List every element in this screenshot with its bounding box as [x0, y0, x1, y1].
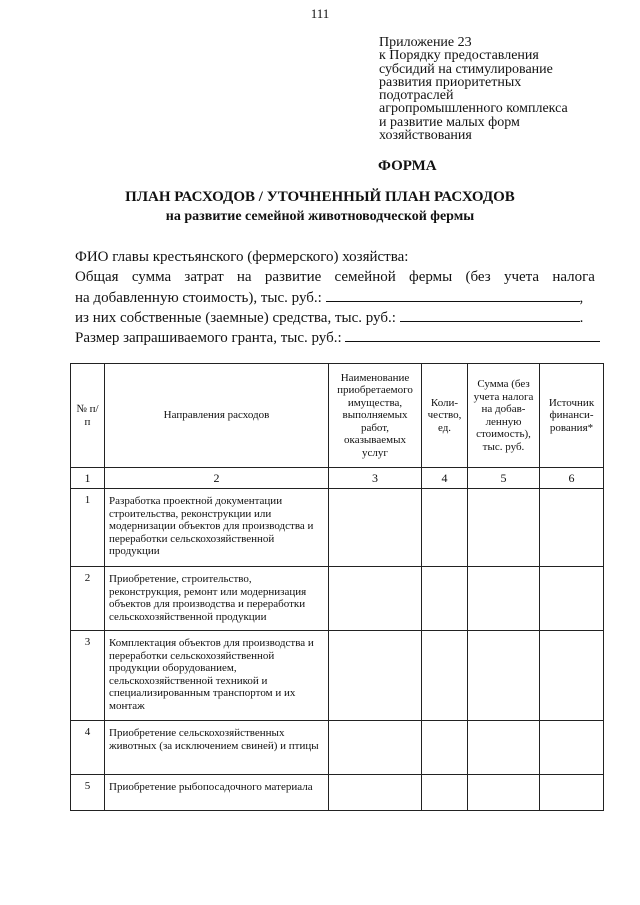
- total-costs-blank[interactable]: [326, 287, 580, 302]
- appendix-line: к Порядку предоставления: [379, 48, 539, 64]
- column-numbers-row: [71, 468, 604, 489]
- grant-amount-label: Размер запрашиваемого гранта, тыс. руб.:: [75, 330, 342, 346]
- quantity-cell[interactable]: [422, 775, 468, 811]
- document-title: ПЛАН РАСХОДОВ / УТОЧНЕННЫЙ ПЛАН РАСХОДОВ: [125, 189, 515, 205]
- amount-cell[interactable]: [468, 489, 540, 567]
- total-costs-field: [75, 267, 595, 287]
- funding-source-cell[interactable]: [540, 775, 604, 811]
- word: на: [236, 269, 252, 285]
- appendix-line: агропромышленного комплекса: [379, 101, 568, 117]
- header-number: № п/п: [71, 364, 105, 468]
- own-funds-field: [75, 307, 583, 328]
- total-costs-line-1: [75, 267, 595, 287]
- page-number: 111: [310, 6, 330, 21]
- funding-source-cell[interactable]: [540, 721, 604, 775]
- word: семейной: [334, 269, 396, 285]
- appendix-reference: [379, 36, 629, 142]
- row-direction: Приобретение рыбопосадочного материала: [105, 775, 329, 811]
- appendix-line: и развитие малых форм: [379, 114, 520, 130]
- word: фермы: [409, 269, 453, 285]
- word: (без: [465, 269, 491, 285]
- table-row: [71, 567, 604, 631]
- amount-cell[interactable]: [468, 775, 540, 811]
- own-funds-label: из них собственные (заемные) средства, тыс. руб.:: [75, 310, 396, 326]
- quantity-cell[interactable]: [422, 631, 468, 721]
- form-label: ФОРМА: [378, 158, 437, 174]
- column-number: 5: [468, 468, 540, 489]
- table-row: [71, 721, 604, 775]
- column-number: 3: [329, 468, 422, 489]
- column-number: 1: [71, 468, 105, 489]
- grant-amount-blank[interactable]: [345, 327, 600, 342]
- grant-amount-field: [75, 327, 600, 348]
- item-name-cell[interactable]: [329, 489, 422, 567]
- table-header-row: [71, 364, 604, 468]
- appendix-line: Приложение 23: [379, 35, 472, 50]
- word: учета: [503, 269, 540, 285]
- quantity-cell[interactable]: [422, 721, 468, 775]
- appendix-line: хозяйствования: [379, 128, 472, 144]
- row-direction: Комплектация объектов для производства и переработки сельскохозяйственной продукции оборудованием, сельскохозяйственной техникой и специализированным транспортом и их монтаж: [105, 631, 329, 721]
- item-name-cell[interactable]: [329, 721, 422, 775]
- head-name-field: [75, 247, 408, 267]
- header-funding-source: Источник финанси- рования*: [540, 364, 604, 468]
- word: сумма: [131, 269, 172, 285]
- total-costs-end: ,: [579, 290, 584, 306]
- amount-cell[interactable]: [468, 631, 540, 721]
- total-costs-label: на добавленную стоимость), тыс. руб.:: [75, 290, 322, 306]
- table-row: [71, 489, 604, 567]
- table-row: [71, 775, 604, 811]
- table-row: [71, 631, 604, 721]
- row-number: 4: [71, 721, 105, 775]
- quantity-cell[interactable]: [422, 567, 468, 631]
- word: затрат: [184, 269, 224, 285]
- word: развитие: [264, 269, 322, 285]
- funding-source-cell[interactable]: [540, 631, 604, 721]
- amount-cell[interactable]: [468, 567, 540, 631]
- header-quantity: Коли- чество, ед.: [422, 364, 468, 468]
- header-direction: Направления расходов: [105, 364, 329, 468]
- column-number: 6: [540, 468, 604, 489]
- column-number: 4: [422, 468, 468, 489]
- row-direction: Разработка проектной документации строительства, реконструкции или модернизации объектов для производства и переработки сельскохозяйственной продукции: [105, 489, 329, 567]
- row-number: 1: [71, 489, 105, 567]
- head-name-label: ФИО главы крестьянского (фермерского) хозяйства:: [75, 249, 409, 265]
- own-funds-end: .: [579, 310, 584, 326]
- funding-source-cell[interactable]: [540, 489, 604, 567]
- row-number: 2: [71, 567, 105, 631]
- header-item-name: Наименование приобретаемого имущества, выполняемых работ, оказываемых услуг: [329, 364, 422, 468]
- amount-cell[interactable]: [468, 721, 540, 775]
- row-number: 3: [71, 631, 105, 721]
- row-direction: Приобретение сельскохозяйственных животных (за исключением свиней) и птицы: [105, 721, 329, 775]
- funding-source-cell[interactable]: [540, 567, 604, 631]
- quantity-cell[interactable]: [422, 489, 468, 567]
- appendix-line: развития приоритетных: [379, 74, 522, 90]
- column-number: 2: [105, 468, 329, 489]
- item-name-cell[interactable]: [329, 567, 422, 631]
- row-direction: Приобретение, строительство, реконструкция, ремонт или модернизация объектов для производства и переработки сельскохозяйственной продукции: [105, 567, 329, 631]
- item-name-cell[interactable]: [329, 631, 422, 721]
- item-name-cell[interactable]: [329, 775, 422, 811]
- document-subtitle: на развитие семейной животноводческой фермы: [165, 209, 475, 224]
- appendix-line: подотраслей: [379, 88, 454, 104]
- appendix-line: субсидий на стимулирование: [379, 61, 553, 77]
- row-number: 5: [71, 775, 105, 811]
- expenses-table: [70, 363, 604, 811]
- own-funds-blank[interactable]: [400, 307, 580, 322]
- word: Общая: [75, 269, 119, 285]
- header-amount: Сумма (без учета налога на добав- ленную стоимость), тыс. руб.: [468, 364, 540, 468]
- total-costs-field-line-2: [75, 287, 583, 308]
- word: налога: [552, 269, 595, 285]
